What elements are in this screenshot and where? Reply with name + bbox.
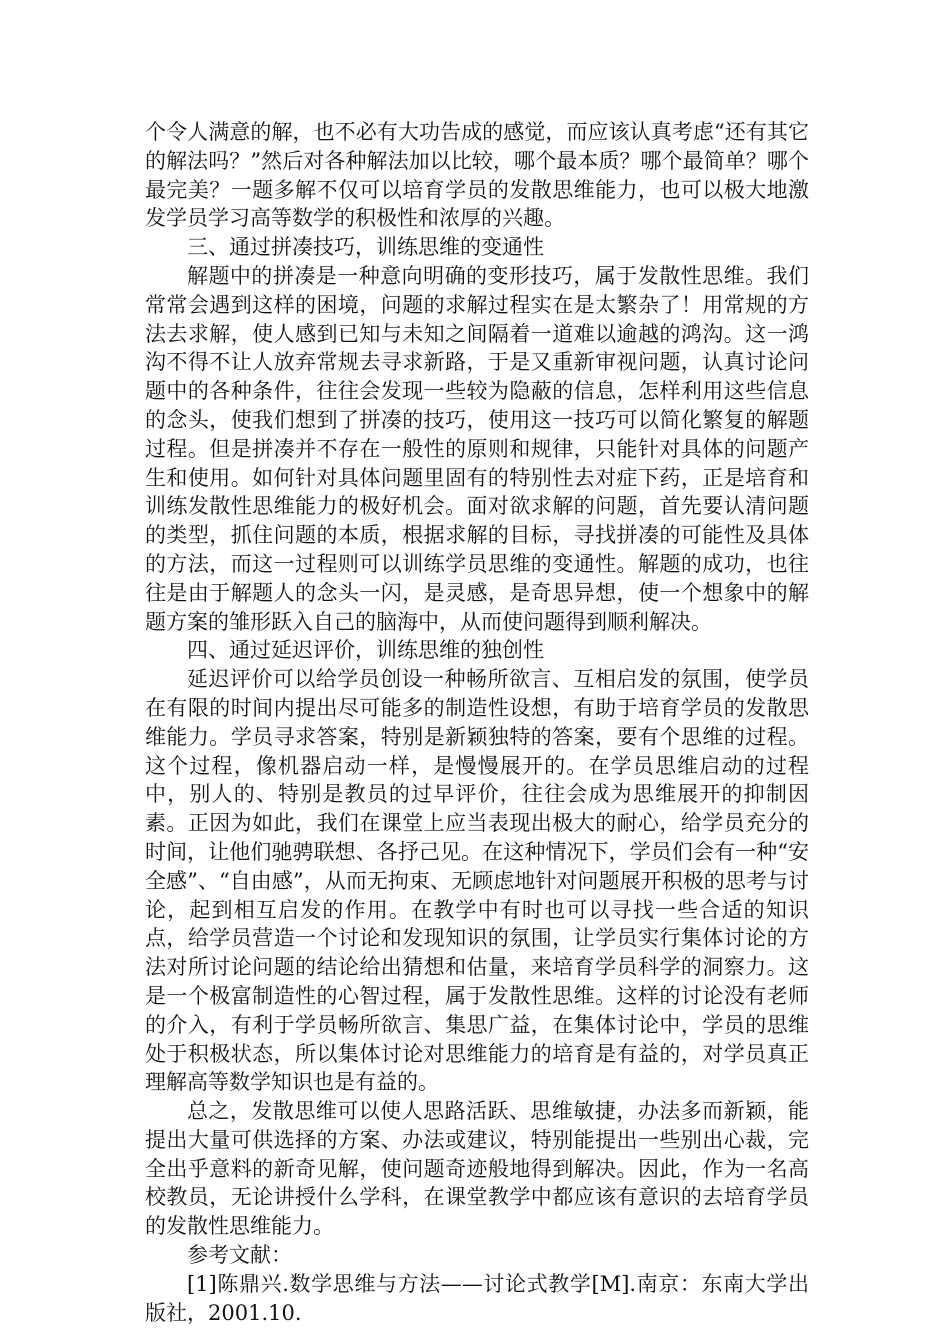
paragraph-conclusion: 总之，发散思维可以使人思路活跃、思维敏捷，办法多而新颖，能提出大量可供选择的方案、办法或建议，特别能提出一些别出心裁，完全出乎意料的新奇见解，使问题奇迹般地得到解决。因此，作为一名高校教员，无论讲授什么学科，在课堂教学中都应该有意识的去培育学员的发散性思维能力。 bbox=[145, 1099, 809, 1239]
paragraph-section-4: 延迟评价可以给学员创设一种畅所欲言、互相启发的氛围，使学员在有限的时间内提出尽可能多的制造性设想，有助于培育学员的发散思维能力。学员寻求答案，特别是新颖独特的答案，要有个思维的过程。这个过程，像机器启动一样，是慢慢展开的。在学员思维启动的过程中，别人的、特别是教员的过早评价，往往会成为思维展开的抑制因素。正因为如此，我们在课堂上应当表现出极大的耐心，给学员充分的时间，让他们驰骋联想、各抒己见。在这种情况下，学员们会有一种“安全感”、“自由感”，从而无拘束、无顾虑地针对问题展开积极的思考与讨论，起到相互启发的作用。在教学中有时也可以寻找一些合适的知识点，给学员营造一个讨论和发现知识的氛围，让学员实行集体讨论的方法对所讨论问题的结论给出猜想和估量，来培育学员科学的洞察力。这是一个极富制造性的心智过程，属于发散性思维。这样的讨论没有老师的介入，有利于学员畅所欲言、集思广益，在集体讨论中，学员的思维处于积极状态，所以集体讨论对思维能力的培育是有益的，对学员真正理解高等数学知识也是有益的。 bbox=[145, 667, 809, 1095]
references-heading: 参考文献： bbox=[187, 1243, 292, 1268]
section-heading-4: 四、通过延迟评价，训练思维的独创性 bbox=[187, 638, 544, 663]
reference-item-1: [1]陈鼎兴.数学思维与方法——讨论式教学[M].南京：东南大学出版社，2001.10. bbox=[145, 1271, 809, 1325]
document-body bbox=[145, 118, 809, 1327]
section-heading-3: 三、通过拼凑技巧，训练思维的变通性 bbox=[187, 235, 544, 260]
paragraph-continuation: 个令人满意的解，也不必有大功告成的感觉，而应该认真考虑“还有其它的解法吗？”然后对各种解法加以比较，哪个最本质？哪个最简单？哪个最完美？一题多解不仅可以培育学员的发散思维能力，也可以极大地激发学员学习高等数学的积极性和浓厚的兴趣。 bbox=[145, 120, 809, 231]
paragraph-section-3: 解题中的拼凑是一种意向明确的变形技巧，属于发散性思维。我们常常会遇到这样的困境，问题的求解过程实在是太繁杂了！用常规的方法去求解，使人感到已知与未知之间隔着一道难以逾越的鸿沟。这一鸿沟不得不让人放弃常规去寻求新路，于是又重新审视问题，认真讨论问题中的各种条件，往往会发现一些较为隐蔽的信息，怎样利用这些信息的念头，使我们想到了拼凑的技巧，使用这一技巧可以简化繁复的解题过程。但是拼凑并不存在一般性的原则和规律，只能针对具体的问题产生和使用。如何针对具体问题里固有的特别性去对症下药，正是培育和训练发散性思维能力的极好机会。面对欲求解的问题，首先要认清问题的类型，抓住问题的本质，根据求解的目标，寻找拼凑的可能性及具体的方法，而这一过程则可以训练学员思维的变通性。解题的成功，也往往是由于解题人的念头一闪，是灵感，是奇思异想，使一个想象中的解题方案的雏形跃入自己的脑海中，从而使问题得到顺利解决。 bbox=[145, 263, 809, 634]
